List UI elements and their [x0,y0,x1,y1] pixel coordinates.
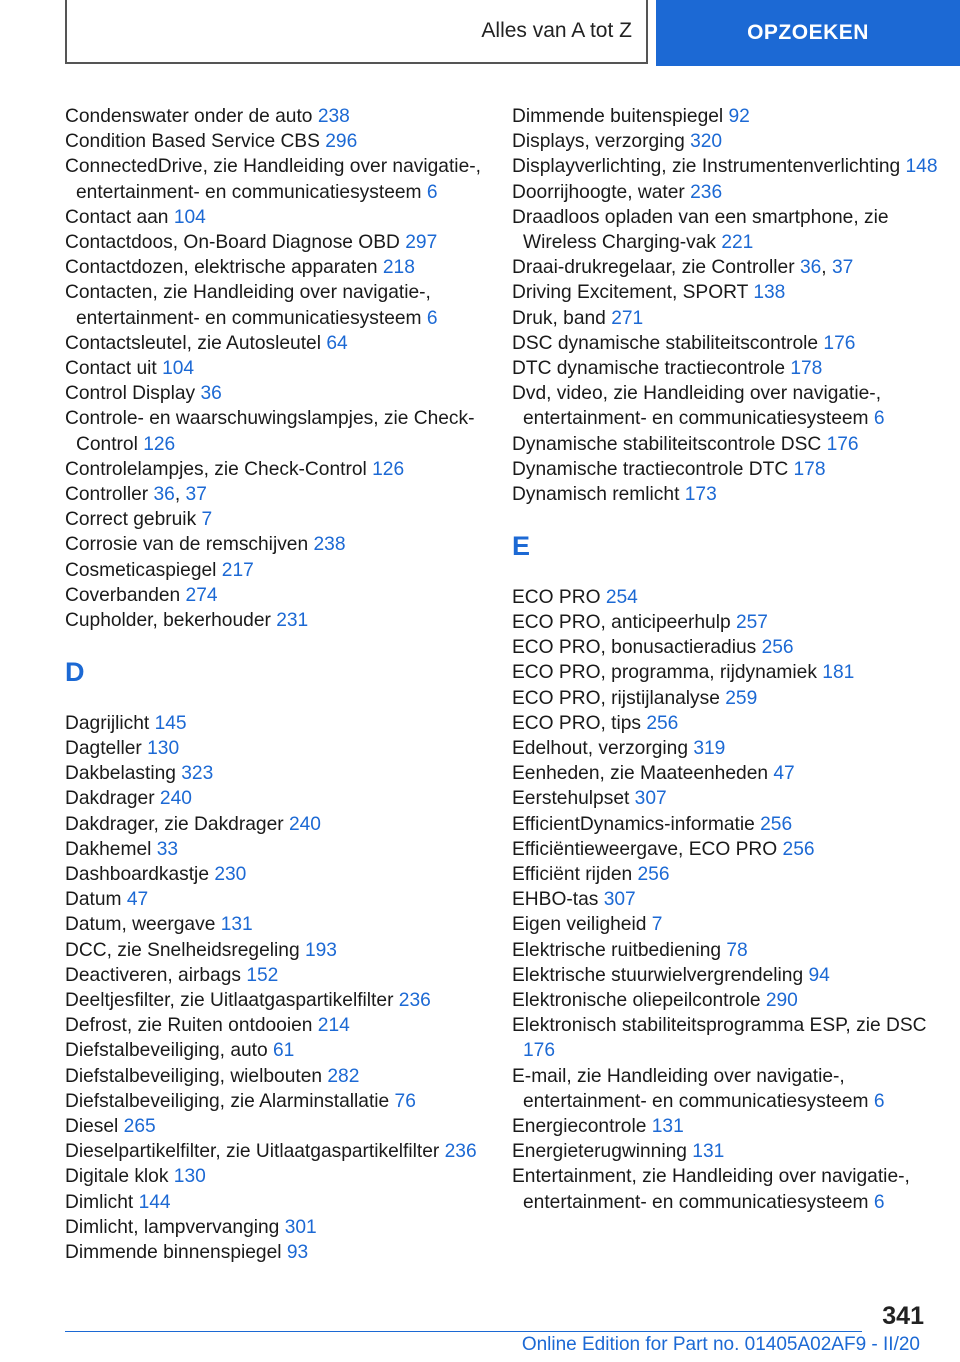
page-link[interactable]: 257 [735,612,768,634]
index-entry-text: Condenswater onder de auto [65,106,318,127]
index-entry-text: Contact aan [65,206,174,228]
page-link[interactable]: 37 [831,257,854,279]
index-entry [512,1114,942,1139]
index-entry-text: Dimmende buitenspiegel [512,106,729,127]
index-entry [65,608,495,633]
index-entry [512,988,942,1013]
page-link[interactable]: 193 [304,939,337,961]
index-entry [65,912,495,937]
page-link[interactable]: 282 [327,1065,360,1087]
index-entry-text: Corrosie van de remschijven [65,534,314,556]
index-entry-text: Coverbanden [65,584,186,606]
index-entry-text: Diefstalbeveiliging, zie Alarminstallatie [65,1090,395,1112]
index-entry [65,280,495,330]
index-entry-text: Diefstalbeveiliging, auto [65,1040,273,1062]
index-entry-text: Contact uit [65,358,163,380]
index-entry-text: Controle- en waarschuwingslampjes, zie Check-Control [65,408,475,455]
index-entry-text: Dagteller [65,738,148,760]
page-link[interactable]: 152 [246,964,279,986]
index-entry-text: Digitale klok [65,1166,174,1188]
index-entry [65,1190,495,1215]
index-entry-text: Dashboardkastje [65,864,215,886]
page-link[interactable]: 236 [398,990,431,1012]
index-entry [65,1089,495,1114]
index-entry [512,963,942,988]
index-entry-text: Diesel [65,1116,124,1138]
index-entry-text: Datum [65,889,127,911]
index-entry-text: Draadloos opladen van een smartphone, zie Wireless Charging-vak [512,206,889,254]
index-entry-text: Dimlicht [65,1191,139,1213]
index-entry-text: Dakhemel [65,838,157,860]
page-link[interactable]: 307 [634,788,667,810]
page-link[interactable]: 176 [823,332,856,354]
index-entry [512,1139,942,1164]
index-entry-text: Eenheden, zie Maateenheden [512,763,774,785]
page-link[interactable]: 131 [692,1141,725,1163]
index-entry [512,1064,942,1114]
index-entry-text: Contactdoos, On-Board Diagnose OBD [65,232,406,254]
page-link[interactable]: 36 [200,383,222,405]
page-link[interactable]: 126 [372,458,405,480]
index-entry-text: EfficientDynamics-informatie [512,813,761,835]
index-entry [512,761,942,786]
index-entry [512,432,942,457]
page-link[interactable]: 47 [773,763,795,785]
index-entry-text: Dakdrager [65,788,160,810]
page-link[interactable]: 148 [905,156,938,178]
page-link[interactable]: 214 [317,1015,350,1037]
index-entry-text: E-mail, zie Handleiding over navigatie-, entertainment- en communicatiesysteem [512,1065,874,1112]
index-entry-text: Deeltjesfilter, zie Uitlaatgaspartikelfilter [65,990,399,1012]
index-entry [512,331,942,356]
index-entry [512,381,942,431]
index-entry-text: Contacten, zie Handleiding over navigatie-, entertainment- en communicatiesysteem [65,282,431,329]
index-entry [65,938,495,963]
index-entry-text: Doorrijhoogte, water [512,181,691,203]
index-entry [65,583,495,608]
page-link[interactable]: 7 [201,509,213,531]
page-link[interactable]: 236 [690,181,723,203]
index-entry-text: ECO PRO, tips [512,712,647,734]
page-link[interactable]: 297 [405,232,438,254]
tab-opzoeken[interactable]: OPZOEKEN [656,0,960,66]
index-entry-text: ConnectedDrive, zie Handleiding over navigatie-, entertainment- en communicatiesysteem [65,156,481,203]
page-link[interactable]: 323 [181,763,214,785]
page-link[interactable]: 178 [793,458,826,480]
page-link[interactable]: 7 [651,914,663,936]
index-entry-text: Condition Based Service CBS [65,131,326,153]
index-entry [512,711,942,736]
index-entry [512,635,942,660]
page-link[interactable]: 61 [273,1040,295,1062]
index-entry-text: Displayverlichting, zie Instrumentenverlichting [512,156,906,178]
page-link[interactable]: 6 [873,1191,885,1213]
index-entry-text: ECO PRO [512,586,606,608]
footer-edition-text: Online Edition for Part no. 01405A02AF9 - II/20 [521,1334,920,1355]
index-entry [65,786,495,811]
index-entry-text: Dagrijlicht [65,712,155,734]
index-entry-text: Dakbelasting [65,763,182,785]
page-link[interactable]: 221 [721,232,754,254]
page-link[interactable]: 256 [760,813,793,835]
page-link[interactable]: 218 [382,257,415,279]
page-link[interactable]: 256 [637,864,670,886]
index-entry-text: Energieterugwinning [512,1141,693,1163]
index-entry [512,457,942,482]
page-link[interactable]: 296 [325,131,358,153]
index-entry-text: Elektrische stuurwielvergrendeling [512,964,809,986]
page-link[interactable]: 6 [873,408,885,430]
index-entry [512,1164,942,1214]
index-entry [512,837,942,862]
index-entry-text: Control Display [65,383,201,405]
index-entry [512,862,942,887]
index-entry [65,887,495,912]
index-entry [65,1064,495,1089]
index-entry-text: Elektrische ruitbediening [512,939,727,961]
index-entry-text: Controlelampjes, zie Check-Control [65,458,373,480]
page-link[interactable]: 37 [185,484,207,506]
index-entry [512,887,942,912]
index-entry [65,736,495,761]
footer-divider [65,1331,862,1332]
index-entry-text: Elektronisch stabiliteitsprogramma ESP, zie DSC [512,1015,927,1037]
index-entry [65,331,495,356]
section-letter-d: D [65,657,85,688]
index-entry-text: Contactdozen, elektrische apparaten [65,257,383,279]
page-link[interactable]: 36 [799,257,822,279]
page-link[interactable]: 231 [276,610,309,632]
page-link[interactable]: 320 [690,131,723,153]
index-entry [512,686,942,711]
index-entry-text: Dakdrager, zie Dakdrager [65,813,289,835]
index-entry [65,507,495,532]
index-entry [512,205,942,255]
index-entry-text: Dynamische stabiliteitscontrole DSC [512,433,827,455]
page-link[interactable]: 176 [826,433,859,455]
page-link[interactable]: 78 [726,939,748,961]
page-link[interactable]: 138 [753,282,786,304]
index-entry [512,356,942,381]
index-entry [512,180,942,205]
page-link[interactable]: 92 [728,106,750,127]
index-entry [65,1038,495,1063]
page-link[interactable]: 256 [646,712,679,734]
page-link[interactable]: 144 [138,1191,171,1213]
page-link[interactable]: 319 [693,738,726,760]
index-entry-text: Dynamische tractiecontrole DTC [512,458,794,480]
index-entry [65,963,495,988]
page-link[interactable]: 131 [651,1116,684,1138]
footer-edition [0,1334,920,1356]
index-entry [65,1139,495,1164]
page-link[interactable]: 173 [684,484,717,506]
page-link[interactable]: 238 [317,106,350,127]
index-entry [65,988,495,1013]
index-entry [65,154,495,204]
page-link[interactable]: 6 [873,1090,885,1112]
index-entry-text: Efficiëntieweergave, ECO PRO [512,838,783,860]
index-entry [512,912,942,937]
index-entry-text: Displays, verzorging [512,131,691,153]
page-link[interactable]: 145 [154,712,187,734]
page-link[interactable]: 274 [185,584,218,606]
index-entry [65,381,495,406]
index-entry [512,154,942,179]
page-link[interactable]: 240 [288,813,321,835]
index-entry-text: Cupholder, bekerhouder [65,610,277,632]
page-link[interactable]: 217 [221,559,254,581]
page-link[interactable]: 307 [603,889,636,911]
index-entry-text: Deactiveren, airbags [65,964,247,986]
page-separator: , [821,257,832,279]
index-entry-text: Dimmende binnenspiegel [65,1242,287,1264]
page-link[interactable]: 104 [173,206,206,228]
index-entry [65,255,495,280]
index-entry [512,482,942,507]
tab-alles-van-a-tot-z[interactable]: Alles van A tot Z [65,0,648,64]
index-entry [65,1114,495,1139]
index-entry-text: DCC, zie Snelheidsregeling [65,939,305,961]
index-entry [512,610,942,635]
page-link[interactable]: 290 [765,990,798,1012]
page-link[interactable]: 238 [313,534,346,556]
index-entry-text: Eerstehulpset [512,788,635,810]
index-entry [65,129,495,154]
index-column-left [65,104,495,1265]
index-entry-text: DTC dynamische tractiecontrole [512,358,791,380]
index-entry-text: Druk, band [512,307,612,329]
index-entry [512,660,942,685]
index-entry [65,837,495,862]
page-link[interactable]: 104 [162,358,195,380]
index-entry-text: Controller [65,484,154,506]
index-entry-text: ECO PRO, programma, rijdynamiek [512,662,823,684]
index-entry-text: EHBO-tas [512,889,604,911]
page-link[interactable]: 126 [143,433,176,455]
index-entry-text: Eigen veiligheid [512,914,652,936]
index-entry [65,406,495,456]
index-entry [512,280,942,305]
index-entry-text: Efficiënt rijden [512,864,638,886]
index-entry-text: Defrost, zie Ruiten ontdooien [65,1015,318,1037]
index-entry-text: Dvd, video, zie Handleiding over navigatie-, entertainment- en communicatiesysteem [512,383,882,430]
page-link[interactable]: 230 [214,864,247,886]
page-link[interactable]: 47 [126,889,149,911]
index-entry [512,938,942,963]
page-separator: , [174,484,186,506]
index-entry-text: Driving Excitement, SPORT [512,282,754,304]
page-link[interactable]: 181 [822,662,855,684]
index-entry [65,104,495,129]
index-entry [65,205,495,230]
page-link[interactable]: 301 [284,1216,317,1238]
index-entry [65,812,495,837]
index-entry-text: Dynamisch remlicht [512,484,685,506]
index-entry [65,482,495,507]
page-link[interactable]: 76 [394,1090,416,1112]
index-entry [65,1013,495,1038]
index-entry [65,1164,495,1189]
index-entry-text: ECO PRO, rijstijlanalyse [512,687,726,709]
index-entry [512,1013,942,1063]
index-entry [512,306,942,331]
page-number: 341 [882,1302,924,1330]
index-entry-text: Diefstalbeveiliging, wielbouten [65,1065,328,1087]
index-entry [65,1215,495,1240]
index-entry [65,558,495,583]
page-link[interactable]: 94 [808,964,830,986]
index-entry-text: ECO PRO, anticipeerhulp [512,612,736,634]
index-entry [65,1240,495,1265]
index-entry [65,457,495,482]
page-link[interactable]: 6 [426,307,438,329]
page-link[interactable]: 176 [523,1040,556,1062]
index-entry [65,711,495,736]
index-entry-text: Dimlicht, lampvervanging [65,1216,285,1238]
index-entry [65,532,495,557]
page-link[interactable]: 236 [444,1141,477,1163]
header-bar [0,0,960,66]
index-entry [65,862,495,887]
index-entry-text: Draai-drukregelaar, zie Controller [512,257,800,279]
page-link[interactable]: 254 [605,586,638,608]
index-entry [512,585,942,610]
page-link[interactable]: 131 [220,914,253,936]
page-link[interactable]: 256 [761,637,794,659]
index-entry [512,104,942,129]
index-entry-text: Contactsleutel, zie Autosleutel [65,332,327,354]
index-column-right [512,104,942,1215]
index-entry [65,230,495,255]
page-link[interactable]: 256 [782,838,815,860]
index-entry-text: Energiecontrole [512,1116,652,1138]
index-entry [512,786,942,811]
page-link[interactable]: 259 [725,687,758,709]
index-entry-text: Entertainment, zie Handleiding over navigatie-, entertainment- en communicatiesysteem [512,1166,910,1213]
page-link[interactable]: 240 [159,788,192,810]
page-link[interactable]: 130 [147,738,180,760]
index-entry [512,812,942,837]
page-link[interactable]: 271 [611,307,644,329]
index-entry-text: Cosmeticaspiegel [65,559,222,581]
page-link[interactable]: 36 [153,484,175,506]
index-entry [65,356,495,381]
index-entry-text: DSC dynamische stabiliteitscontrole [512,332,824,354]
index-entry-text: Dieselpartikelfilter, zie Uitlaatgaspartikelfilter [65,1141,445,1163]
page-link[interactable]: 130 [173,1166,206,1188]
index-entry [512,129,942,154]
index-entry-text: ECO PRO, bonusactieradius [512,637,762,659]
page-link[interactable]: 178 [790,358,823,380]
page-link[interactable]: 265 [123,1116,156,1138]
index-entry [512,255,942,280]
section-letter-e: E [512,531,531,562]
page-link[interactable]: 93 [286,1242,309,1264]
index-entry-text: Datum, weergave [65,914,221,936]
page-link[interactable]: 64 [326,332,348,354]
page-link[interactable]: 33 [156,838,179,860]
index-entry-text: Correct gebruik [65,509,202,531]
page-link[interactable]: 6 [426,181,438,203]
index-entry [65,761,495,786]
index-entry-text: Edelhout, verzorging [512,738,694,760]
index-entry-text: Elektronische oliepeilcontrole [512,990,766,1012]
index-entry [512,736,942,761]
